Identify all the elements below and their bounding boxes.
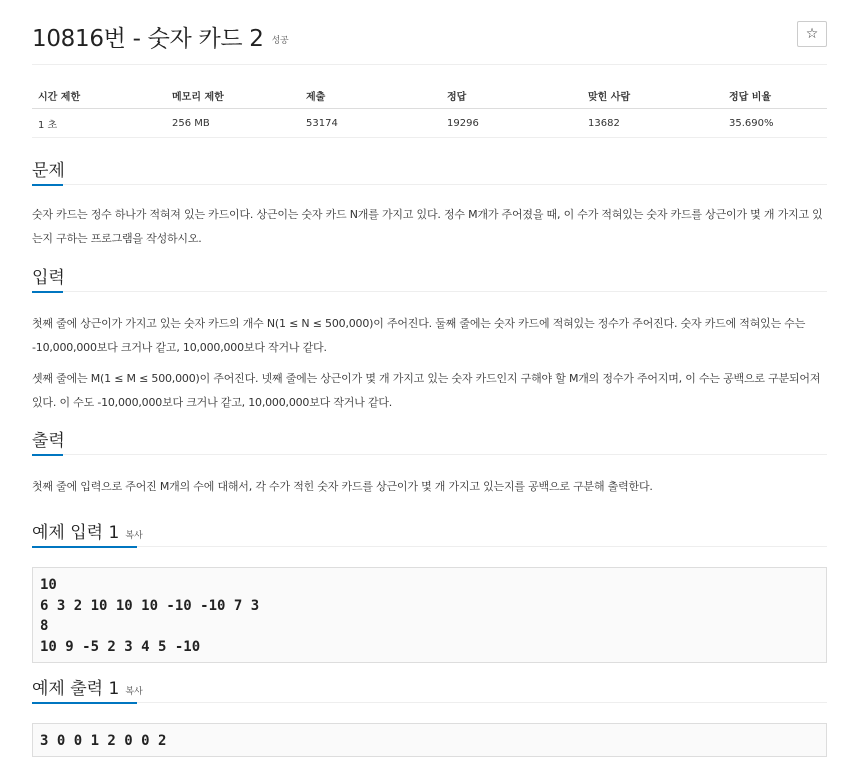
value-submissions: 53174 — [300, 109, 441, 138]
copy-sample-input-button[interactable]: 복사 — [125, 531, 143, 541]
section-output-title: 출력 — [32, 431, 65, 451]
value-solved-users: 13682 — [582, 109, 723, 138]
header-memory-limit: 메모리 제한 — [166, 82, 300, 109]
info-header-row — [32, 82, 827, 109]
problem-header — [32, 0, 827, 65]
section-underline — [32, 291, 63, 293]
copy-sample-output-button[interactable]: 복사 — [125, 687, 143, 697]
info-value-row — [32, 109, 827, 138]
section-underline — [32, 546, 137, 548]
value-accept-ratio: 35.690% — [723, 109, 827, 138]
problem-page — [32, 0, 827, 749]
section-sample-input — [32, 518, 827, 547]
value-time-limit: 1 초 — [32, 109, 166, 138]
section-underline — [32, 454, 63, 456]
sample-output-box[interactable]: 3 0 0 1 2 0 0 2 — [32, 723, 827, 757]
sample-input-box[interactable]: 10 6 3 2 10 10 10 -10 -10 7 3 8 10 9 -5 2 3 4 5 -10 — [32, 567, 827, 663]
sample-input-title: 예제 입력 1 — [32, 523, 120, 543]
page-title — [32, 20, 288, 53]
problem-title: 10816번 - 숫자 카드 2 — [32, 26, 264, 52]
section-output-header — [32, 426, 827, 455]
value-memory-limit: 256 MB — [166, 109, 300, 138]
output-text: 첫째 줄에 입력으로 주어진 M개의 수에 대해서, 각 수가 적힌 숫자 카드를 상근이가 몇 개 가지고 있는지를 공백으로 구분해 출력한다. — [32, 480, 653, 493]
section-sample-output-header — [32, 674, 827, 703]
header-accept-ratio: 정답 비율 — [723, 82, 827, 109]
section-underline — [32, 184, 63, 186]
sample-output-heading — [32, 674, 143, 699]
input-text-2: 셋째 줄에는 M(1 ≤ M ≤ 500,000)이 주어진다. 넷째 줄에는 상근이가 몇 개 가지고 있는 숫자 카드인지 구해야 할 M개의 정수가 주어지며, 이 수는 공백으로 구분되어져 있다. 이 수도 -10,000,000보다 크거나 같고, 10,000,000보다 작거나 같다. — [32, 372, 821, 409]
section-input-header — [32, 263, 827, 292]
header-accepted: 정답 — [441, 82, 582, 109]
header-solved-users: 맞힌 사람 — [582, 82, 723, 109]
sample-output-title: 예제 출력 1 — [32, 679, 120, 699]
section-input — [32, 263, 827, 292]
section-description — [32, 156, 827, 185]
description-text: 숫자 카드는 정수 하나가 적혀져 있는 카드이다. 상근이는 숫자 카드 N개를 가지고 있다. 정수 M개가 주어졌을 때, 이 수가 적혀있는 숫자 카드를 상근이가 몇 개 가지고 있는지 구하는 프로그램을 작성하시오. — [32, 208, 823, 245]
problem-info-table — [32, 82, 827, 138]
header-time-limit: 시간 제한 — [32, 82, 166, 109]
input-text-1: 첫째 줄에 상근이가 가지고 있는 숫자 카드의 개수 N(1 ≤ N ≤ 500,000)이 주어진다. 둘째 줄에는 숫자 카드에 적혀있는 정수가 주어진다. 숫자 카드에 적혀있는 수는 -10,000,000보다 크거나 같고, 10,000,000보다 작거나 같다. — [32, 317, 806, 354]
section-description-header — [32, 156, 827, 185]
sample-input-heading — [32, 518, 143, 543]
section-sample-output — [32, 674, 827, 703]
status-badge: 성공 — [271, 36, 289, 46]
header-submissions: 제출 — [300, 82, 441, 109]
section-description-title: 문제 — [32, 161, 65, 181]
section-input-title: 입력 — [32, 268, 65, 288]
star-icon: ☆ — [805, 26, 819, 42]
favorite-star-button[interactable] — [797, 21, 827, 47]
value-accepted: 19296 — [441, 109, 582, 138]
section-underline — [32, 702, 137, 704]
section-sample-input-header — [32, 518, 827, 547]
section-output — [32, 426, 827, 455]
